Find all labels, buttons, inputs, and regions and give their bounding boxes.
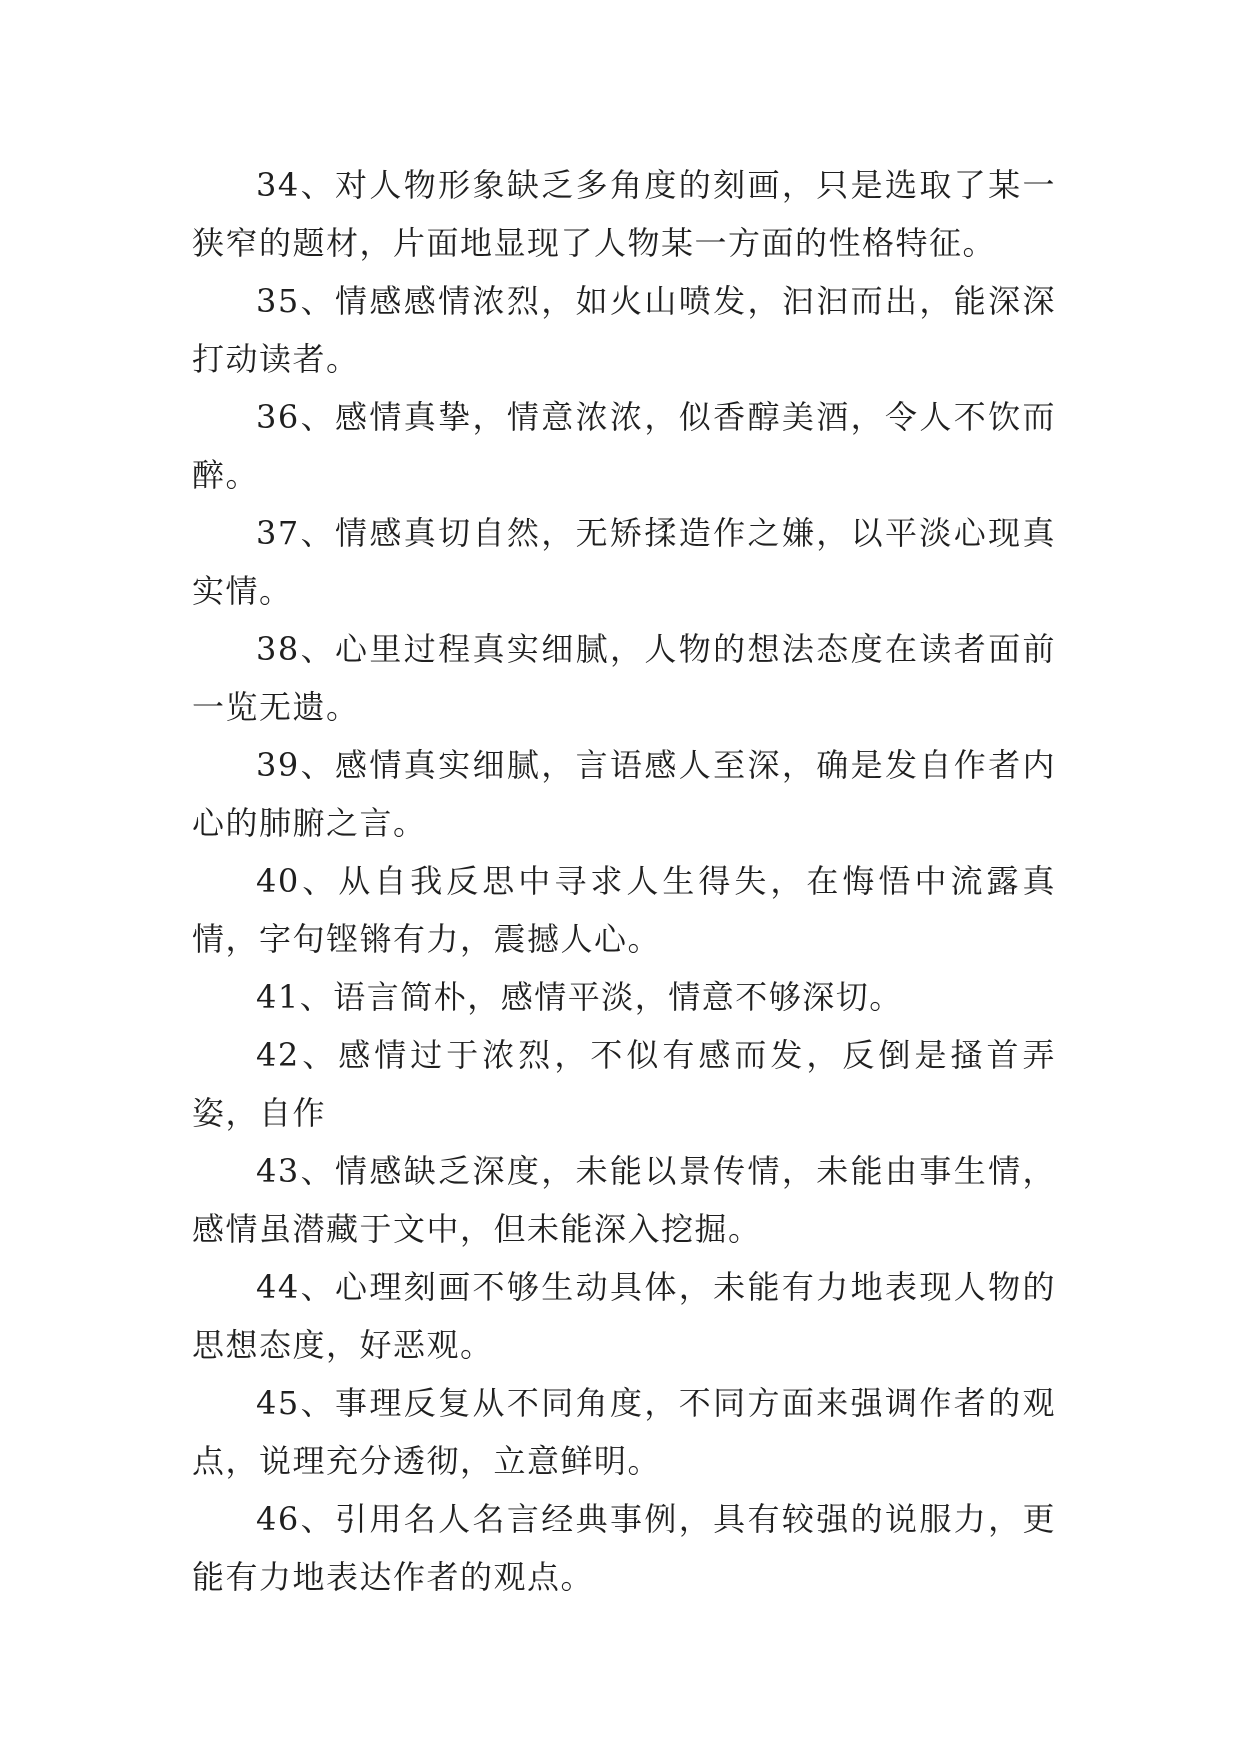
paragraph-38: 38、心里过程真实细腻，人物的想法态度在读者面前一览无遗。 xyxy=(192,630,1056,726)
paragraph-36: 36、感情真挚，情意浓浓，似香醇美酒，令人不饮而醉。 xyxy=(192,398,1056,494)
paragraph-35: 35、情感感情浓烈，如火山喷发，汩汩而出，能深深打动读者。 xyxy=(192,282,1056,378)
paragraph-42: 42、感情过于浓烈，不似有感而发，反倒是搔首弄姿，自作 xyxy=(192,1036,1056,1132)
paragraph-39: 39、感情真实细腻，言语感人至深，确是发自作者内心的肺腑之言。 xyxy=(192,746,1056,842)
paragraph-45: 45、事理反复从不同角度，不同方面来强调作者的观点，说理充分透彻，立意鲜明。 xyxy=(192,1384,1056,1480)
paragraph-46: 46、引用名人名言经典事例，具有较强的说服力，更能有力地表达作者的观点。 xyxy=(192,1500,1056,1596)
paragraph-34: 34、对人物形象缺乏多角度的刻画，只是选取了某一狭窄的题材，片面地显现了人物某一方面的性格特征。 xyxy=(192,166,1056,262)
paragraph-43: 43、情感缺乏深度，未能以景传情，未能由事生情，感情虽潜藏于文中，但未能深入挖掘。 xyxy=(192,1152,1056,1248)
paragraph-40: 40、从自我反思中寻求人生得失，在悔悟中流露真情，字句铿锵有力，震撼人心。 xyxy=(192,862,1056,958)
paragraph-37: 37、情感真切自然，无矫揉造作之嫌，以平淡心现真实情。 xyxy=(192,514,1056,610)
paragraph-44: 44、心理刻画不够生动具体，未能有力地表现人物的思想态度，好恶观。 xyxy=(192,1268,1056,1364)
paragraph-41: 41、语言简朴，感情平淡，情意不够深切。 xyxy=(256,978,903,1016)
document-body xyxy=(192,156,1056,1606)
